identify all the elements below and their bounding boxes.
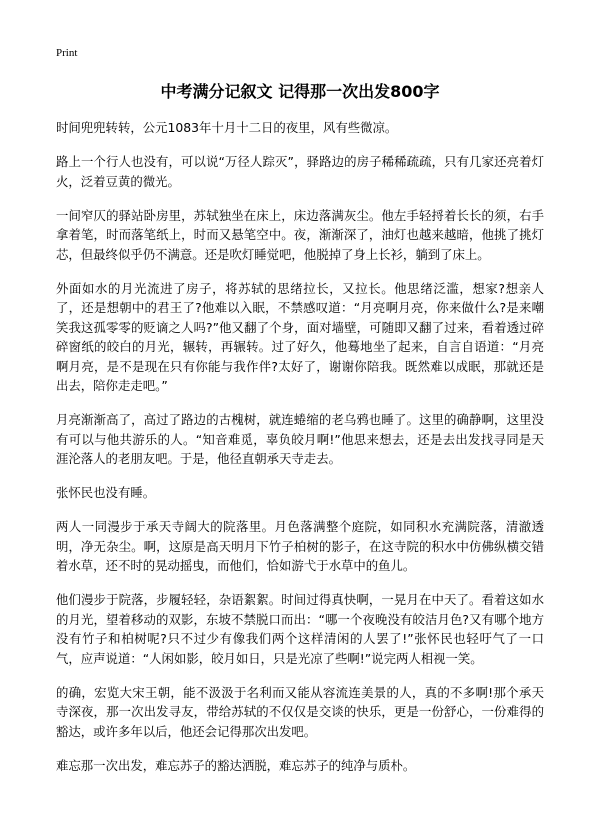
paragraph: 路上一个行人也没有，可以说“万径人踪灭”，驿路边的房子稀稀疏疏，只有几家还亮着灯火，泛着豆黄的微光。 xyxy=(56,154,544,189)
paragraph: 张怀民也没有睡。 xyxy=(56,485,156,500)
print-link[interactable]: Print xyxy=(56,47,78,59)
paragraph: 的确，宏览大宋王朝，能不汲汲于名利而又能从容流连美景的人，真的不多啊!那个承天寺深夜，那一次出发寻友，带给苏轼的不仅仅是交谈的快乐，更是一份舒心，一份难得的豁达，或许多年以后，他还会记得那次出发吧。 xyxy=(56,684,544,739)
paragraph: 他们漫步于院落，步履轻轻，杂语絮絮。时间过得真快啊，一晃月在中天了。看着这如水的月光，望着移动的双影，东坡不禁脱口而出：“哪一个夜晚没有皎洁月色?又有哪个地方没有竹子和柏树呢?只不过少有像我们两个这样清闲的人罢了!”张怀民也轻吁气了一口气，应声说道：“人闲如影，皎月如日，只是光凉了些啊!”说完两人相视一笑。 xyxy=(56,592,544,666)
article-body xyxy=(56,118,544,790)
paragraph: 外面如水的月光流进了房子，将苏轼的思绪拉长，又拉长。他思绪泛滥，想家?想亲人了，还是想朝中的君王了?他难以入眠，不禁感叹道：“月亮啊月亮，你来做什么?是来嘲笑我这孤零零的贬谪之人吗?”他又翻了个身，面对墙壁，可随即又翻了过来，看着透过碎碎窗纸的皎白的月光，辗转，再辗转。过了好久，他蓦地坐了起来，自言自语道：“月亮啊月亮，是不是现在只有你能与我作伴?太好了，谢谢你陪我。既然难以成眠，那就还是出去，陪你走走吧。” xyxy=(56,280,544,393)
paragraph: 难忘那一次出发，难忘苏子的豁达洒脱，难忘苏子的纯净与质朴。 xyxy=(56,757,416,773)
paragraph: 月亮渐渐高了，高过了路边的古槐树，就连蜷缩的老乌鸦也睡了。这里的确静啊，这里没有可以与他共游乐的人。“知音难觅，辜负皎月啊!”他思来想去，还是去出发找寻同是天涯沦落人的老朋友吧。于是，他径直朝承天寺走去。 xyxy=(56,412,544,466)
paragraph: 两人一同漫步于承天寺阔大的院落里。月色落满整个庭院，如同积水充满院落，清澈透明，净无杂尘。啊，这原是高天明月下竹子柏树的影子，在这寺院的积水中仿佛纵横交错着水草，还不时的晃动摇曳，而他们，恰如游弋于水草中的鱼儿。 xyxy=(56,519,544,573)
paragraph: 时间兜兜转转，公元1083年十月十二日的夜里，风有些微凉。 xyxy=(56,120,398,135)
page-title: 中考满分记叙文 记得那一次出发800字 xyxy=(160,82,440,101)
paragraph: 一间窄仄的驿站卧房里，苏轼独坐在床上，床边落满灰尘。他左手轻捋着长长的须，右手拿着笔，时而落笔纸上，时而又悬笔空中。夜，渐渐深了，油灯也越来越暗，他挑了挑灯芯，但最终似乎仍不满意。还是吹灯睡觉吧，他脱掉了身上长衫，躺到了床上。 xyxy=(56,207,544,262)
